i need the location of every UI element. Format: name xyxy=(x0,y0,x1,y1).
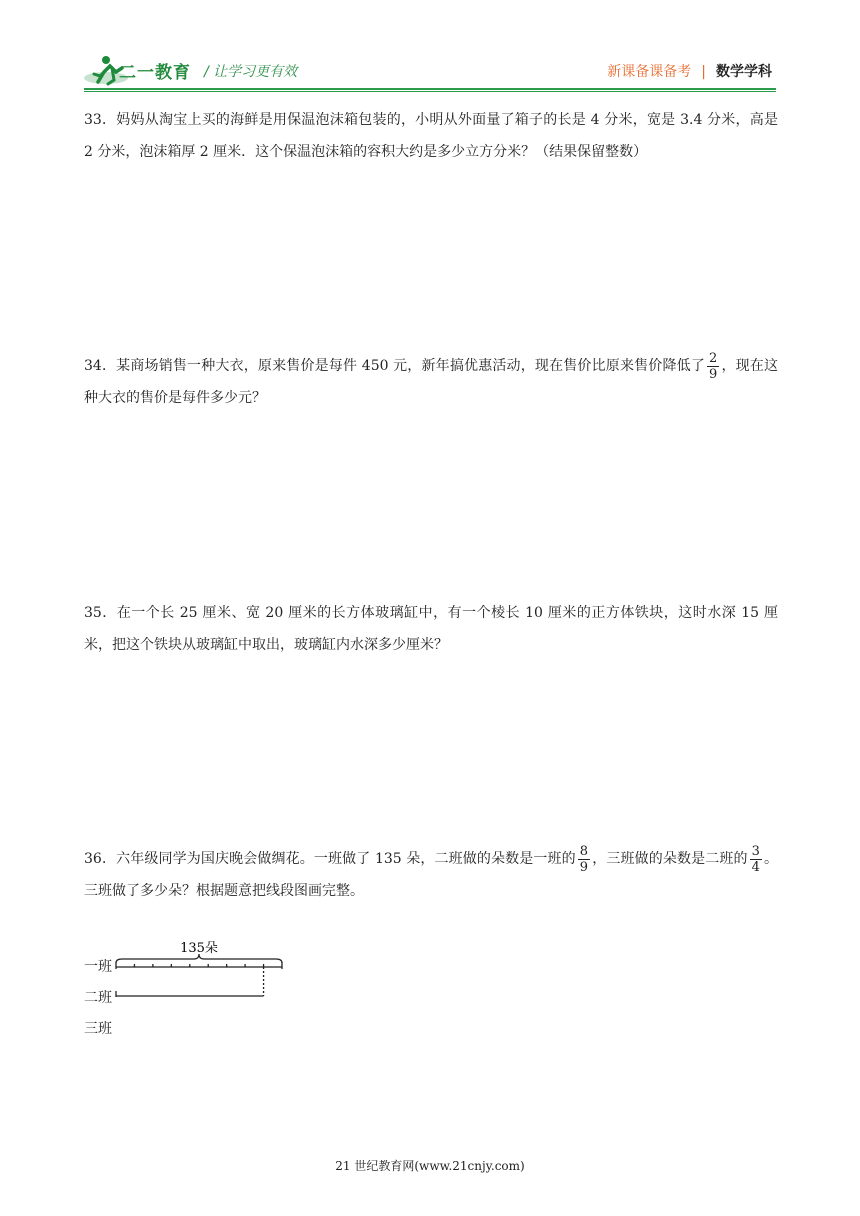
question-text-mid: ，三班做的朵数是二班的 xyxy=(592,851,748,867)
question-text-before: 某商场销售一种大衣，原来售价是每件 450 元，新年搞优惠活动，现在售价比原来售价降低了 xyxy=(116,358,706,374)
question-35 xyxy=(84,597,778,661)
fraction-numerator: 2 xyxy=(709,350,718,366)
fraction-numerator: 3 xyxy=(751,843,760,859)
header-right xyxy=(607,61,772,81)
page-footer: 21 世纪教育网(www.21cnjy.com) xyxy=(335,1159,525,1173)
row-label-class3: 三班 xyxy=(84,1021,112,1037)
page-header xyxy=(0,0,860,90)
class1-segment-group xyxy=(116,962,282,969)
header-subject: 数学学科 xyxy=(716,64,772,80)
question-number: 33． xyxy=(84,112,117,128)
fraction-denominator: 4 xyxy=(751,859,760,875)
top-brace xyxy=(116,954,282,963)
question-text-after: ，现在这种大衣的售价是每件多少元？ xyxy=(84,358,779,406)
row-label-class2: 二班 xyxy=(84,990,112,1006)
header-tagline: 新课备课备考 xyxy=(607,64,692,80)
fraction-2-9 xyxy=(707,351,719,382)
question-number: 36． xyxy=(84,851,117,867)
line-segment-diagram xyxy=(84,936,344,1046)
header-separator: | xyxy=(701,64,706,80)
question-text-before: 六年级同学为国庆晚会做绸花。一班做了 135 朵，二班做的朵数是一班的 xyxy=(116,851,576,867)
question-text-after: 。三班做了多少朵？根据题意把线段图画完整。 xyxy=(84,851,779,899)
row-label-class1: 一班 xyxy=(84,959,112,975)
logo-text: 二一教育 xyxy=(119,63,191,83)
header-rule xyxy=(84,88,776,90)
fraction-denominator: 9 xyxy=(709,366,718,382)
question-33 xyxy=(84,104,778,168)
question-text: 在一个长 25 厘米、宽 20 厘米的长方体玻璃缸中，有一个棱长 10 厘米的正方体铁块，这时水深 15 厘米，把这个铁块从玻璃缸中取出，玻璃缸内水深多少厘米？ xyxy=(84,605,778,653)
question-text: 妈妈从淘宝上买的海鲜是用保温泡沫箱包装的，小明从外面量了箱子的长是 4 分米，宽是 3.4 分米，高是 2 分米，泡沫箱厚 2 厘米．这个保温泡沫箱的容积大约是多少立方分米？（结果保留整数） xyxy=(84,112,778,160)
fraction-denominator: 9 xyxy=(579,859,589,875)
fraction-8-9 xyxy=(578,844,590,875)
total-label: 135朵 xyxy=(180,941,218,956)
fraction-3-4 xyxy=(750,844,762,875)
question-34 xyxy=(84,350,778,414)
question-36 xyxy=(84,843,778,907)
slogan: / 让学习更有效 xyxy=(204,64,298,80)
segment-drawing xyxy=(114,936,344,1016)
class2-segment-group xyxy=(116,967,264,997)
fraction-numerator: 8 xyxy=(579,843,589,859)
header-rule-thin xyxy=(84,91,776,92)
question-number: 34． xyxy=(84,358,117,374)
question-number: 35． xyxy=(84,605,117,621)
